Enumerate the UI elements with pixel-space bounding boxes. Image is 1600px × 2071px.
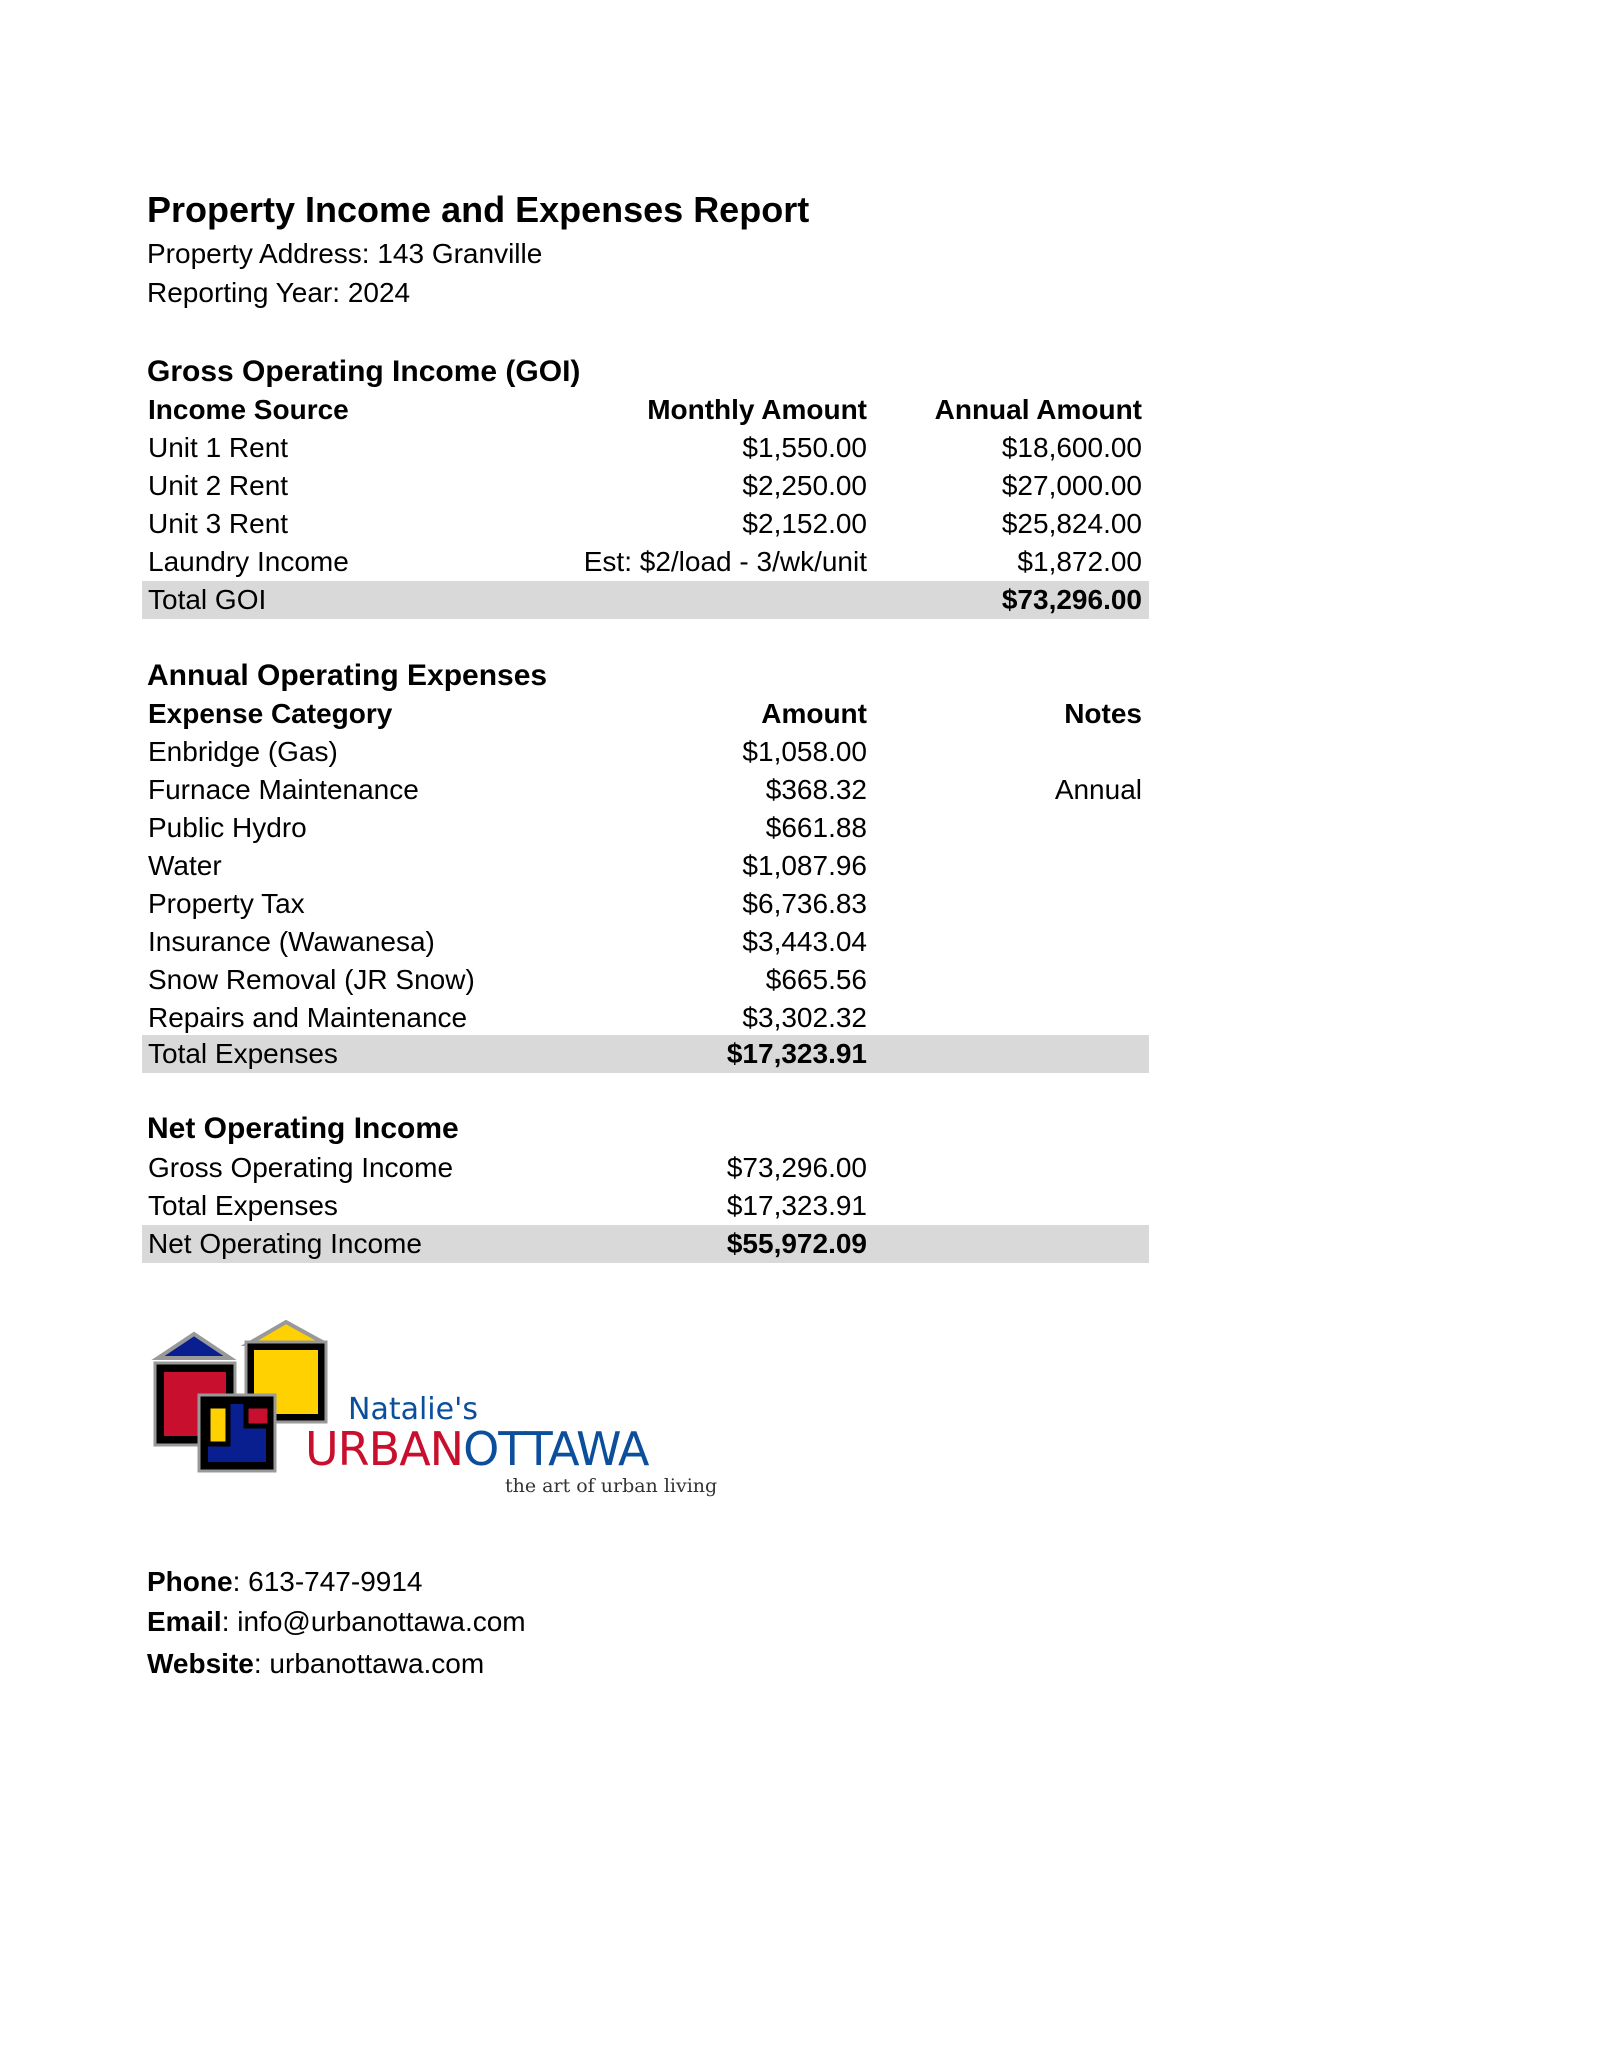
goi-heading: Gross Operating Income (GOI) [147,355,581,388]
noi-label: Gross Operating Income [148,1152,454,1183]
expenses-heading: Annual Operating Expenses [147,659,548,692]
annual-amount: $25,824.00 [1001,508,1142,539]
expense-category: Snow Removal (JR Snow) [148,964,475,995]
total-expenses-label: Total Expenses [148,1038,338,1069]
header-income-source: Income Source [148,394,349,425]
header-notes: Notes [1064,698,1142,729]
website-value: : urbanottawa.com [253,1648,485,1679]
total-goi-value: $73,296.00 [1001,584,1142,615]
report-title: Property Income and Expenses Report [147,189,810,230]
logo-natalies: Natalie's [348,1392,478,1427]
expense-amount: $665.56 [765,964,867,995]
monthly-amount: $2,250.00 [742,470,867,501]
expense-category: Public Hydro [148,812,307,843]
logo-ottawa: OTTAWA [463,1422,649,1476]
email-value: : info@urbanottawa.com [221,1606,526,1637]
income-source: Laundry Income [148,546,349,577]
expense-category: Furnace Maintenance [148,774,419,805]
website-label: Website [147,1648,254,1679]
noi-heading: Net Operating Income [147,1112,459,1145]
total-goi-label: Total GOI [148,584,267,615]
phone-label: Phone [147,1566,233,1597]
contact-phone [147,1563,423,1601]
table-row [142,505,1149,543]
table-row [142,771,1149,809]
contact-website [147,1645,484,1683]
table-row [142,429,1149,467]
table-row [142,847,1149,885]
goi-header-row [142,391,1149,429]
annual-amount: $1,872.00 [1017,546,1142,577]
table-row [142,733,1149,771]
table-row [142,923,1149,961]
logo-wordmark [305,1422,649,1476]
expense-amount: $3,443.04 [742,926,867,957]
reporting-year: Reporting Year: 2024 [147,277,411,308]
noi-total-value: $55,972.09 [726,1228,867,1259]
expenses-header-row [142,695,1149,733]
header-annual-amount: Annual Amount [934,394,1142,425]
table-row [142,809,1149,847]
income-source: Unit 2 Rent [148,470,289,501]
expense-amount: $661.88 [765,812,867,843]
table-row [142,885,1149,923]
email-label: Email [147,1606,222,1637]
net-operating-income-row [142,1225,1149,1263]
noi-value: $73,296.00 [726,1152,867,1183]
noi-value: $17,323.91 [726,1190,867,1221]
noi-total-label: Net Operating Income [148,1228,422,1259]
income-source: Unit 3 Rent [148,508,289,539]
expense-amount: $1,087.96 [742,850,867,881]
expense-note: Annual [1054,774,1142,805]
monthly-amount: Est: $2/load - 3/wk/unit [583,546,867,577]
table-row [142,999,1149,1037]
monthly-amount: $2,152.00 [742,508,867,539]
income-source: Unit 1 Rent [148,432,289,463]
table-row [142,1187,1149,1225]
expense-amount: $368.32 [765,774,867,805]
header-expense-category: Expense Category [148,698,393,729]
expense-category: Property Tax [148,888,305,919]
table-row [142,467,1149,505]
expense-category: Insurance (Wawanesa) [148,926,435,957]
annual-amount: $18,600.00 [1001,432,1142,463]
phone-value: : 613-747-9914 [232,1566,423,1597]
table-row [142,1149,1149,1187]
header-amount: Amount [761,698,867,729]
expense-category: Water [148,850,222,881]
monthly-amount: $1,550.00 [742,432,867,463]
expense-category: Repairs and Maintenance [148,1002,468,1033]
table-row [142,543,1149,581]
annual-amount: $27,000.00 [1001,470,1142,501]
total-expenses-row [142,1035,1149,1073]
contact-email [147,1603,526,1641]
expense-amount: $6,736.83 [742,888,867,919]
expense-amount: $3,302.32 [742,1002,867,1033]
logo-tagline: the art of urban living [505,1475,718,1497]
total-expenses-value: $17,323.91 [726,1038,867,1069]
header-monthly-amount: Monthly Amount [647,394,867,425]
noi-label: Total Expenses [148,1190,338,1221]
logo-urban: URBAN [305,1422,464,1476]
property-address: Property Address: 143 Granville [147,238,543,269]
urbanottawa-logo [150,1310,720,1510]
table-row [142,961,1149,999]
expense-category: Enbridge (Gas) [148,736,338,767]
total-goi-row [142,581,1149,619]
expense-amount: $1,058.00 [742,736,867,767]
